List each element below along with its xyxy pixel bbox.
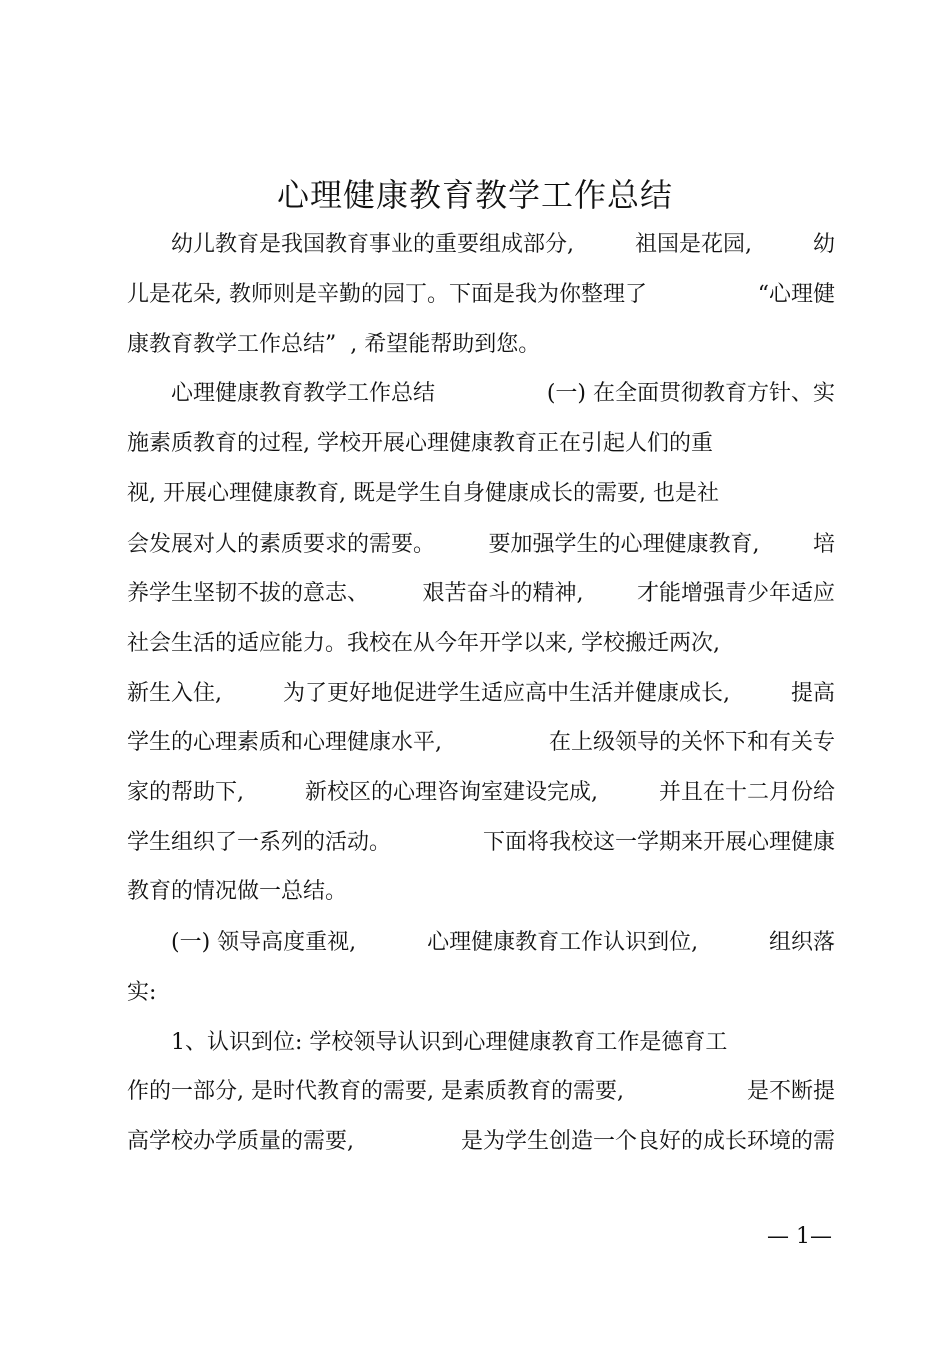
body-text-segment: 并且在十二月份给 [658,780,835,805]
body-line [127,429,835,459]
body-line [127,629,835,659]
body-text-segment: 康教育教学工作总结” , 希望能帮助到您。 [127,332,541,357]
body-text-segment: 新生入住, [127,681,222,706]
body-text-segment: 学生组织了一系列的活动。 [127,830,392,855]
body-line [127,928,835,958]
body-line [127,1127,835,1157]
body-line [127,679,835,709]
body-text-segment: 艰苦奋斗的精神, [422,581,584,606]
body-text-segment: 幼儿教育是我国教育事业的重要组成部分, [127,232,574,257]
body-text-segment: 为了更好地促进学生适应高中生活并健康成长, [282,681,730,706]
body-text-segment: 提高 [790,681,835,706]
body-line [127,379,835,409]
body-text-segment: 组织落 [768,930,835,955]
page-number: — 1— [767,1224,832,1249]
body-text-segment: 家的帮助下, [127,780,244,805]
body-text-segment: 要加强学生的心理健康教育, [488,532,760,557]
body-line [127,280,835,310]
body-text-segment: 会发展对人的素质要求的需要。 [127,532,436,557]
body-text-segment: 是不断提 [746,1079,835,1104]
body-line [127,728,835,758]
body-text-segment: (一) 领导高度重视, [127,930,357,955]
body-text-segment: 幼 [812,232,835,257]
body-text-segment: 儿是花朵, 教师则是辛勤的园丁。下面是我为你整理了 [127,282,647,307]
body-line [127,778,835,808]
body-text-segment: “心理健 [757,282,835,307]
body-line [127,828,835,858]
body-text-segment: 祖国是花园, [634,232,752,257]
document-title: 心理健康教育教学工作总结 [276,176,673,214]
body-text-segment: 在上级领导的关怀下和有关专 [548,730,835,755]
body-line [127,1077,835,1107]
body-text-segment: 1、认识到位: 学校领导认识到心理健康教育工作是德育工 [127,1030,728,1055]
body-line [127,579,835,609]
body-text-segment: 作的一部分, 是时代教育的需要, 是素质教育的需要, [127,1079,624,1104]
body-text-segment: 心理健康教育教学工作总结 [127,381,436,406]
body-line [127,330,835,360]
body-text-segment: 养学生坚韧不拔的意志、 [127,581,370,606]
body-text-segment: 培 [812,532,835,557]
body-text-segment: 学生的心理素质和心理健康水平, [127,730,442,755]
body-text-segment: 实: [127,980,157,1005]
body-line [127,530,835,560]
body-text-segment: 施素质教育的过程, 学校开展心理健康教育正在引起人们的重 [127,431,713,456]
body-line [127,230,835,260]
body-text-segment: 社会生活的适应能力。我校在从今年开学以来, 学校搬迁两次, [127,631,720,656]
body-text-segment: 是为学生创造一个良好的成长环境的需 [460,1129,835,1154]
body-text-segment: 下面将我校这一学期来开展心理健康 [482,830,835,855]
body-line [127,1028,835,1058]
body-text-segment: 教育的情况做一总结。 [127,879,348,904]
body-line [127,877,835,907]
body-text-segment: 高学校办学质量的需要, [127,1129,354,1154]
body-text-segment: 心理健康教育工作认识到位, [427,930,699,955]
body-text-segment: 才能增强青少年适应 [636,581,835,606]
body-text-segment: 视, 开展心理健康教育, 既是学生自身健康成长的需要, 也是社 [127,481,719,506]
body-text-segment: (一) 在全面贯彻教育方针、实 [546,381,835,406]
body-line [127,479,835,509]
body-text-segment: 新校区的心理咨询室建设完成, [304,780,598,805]
body-line [127,978,835,1008]
